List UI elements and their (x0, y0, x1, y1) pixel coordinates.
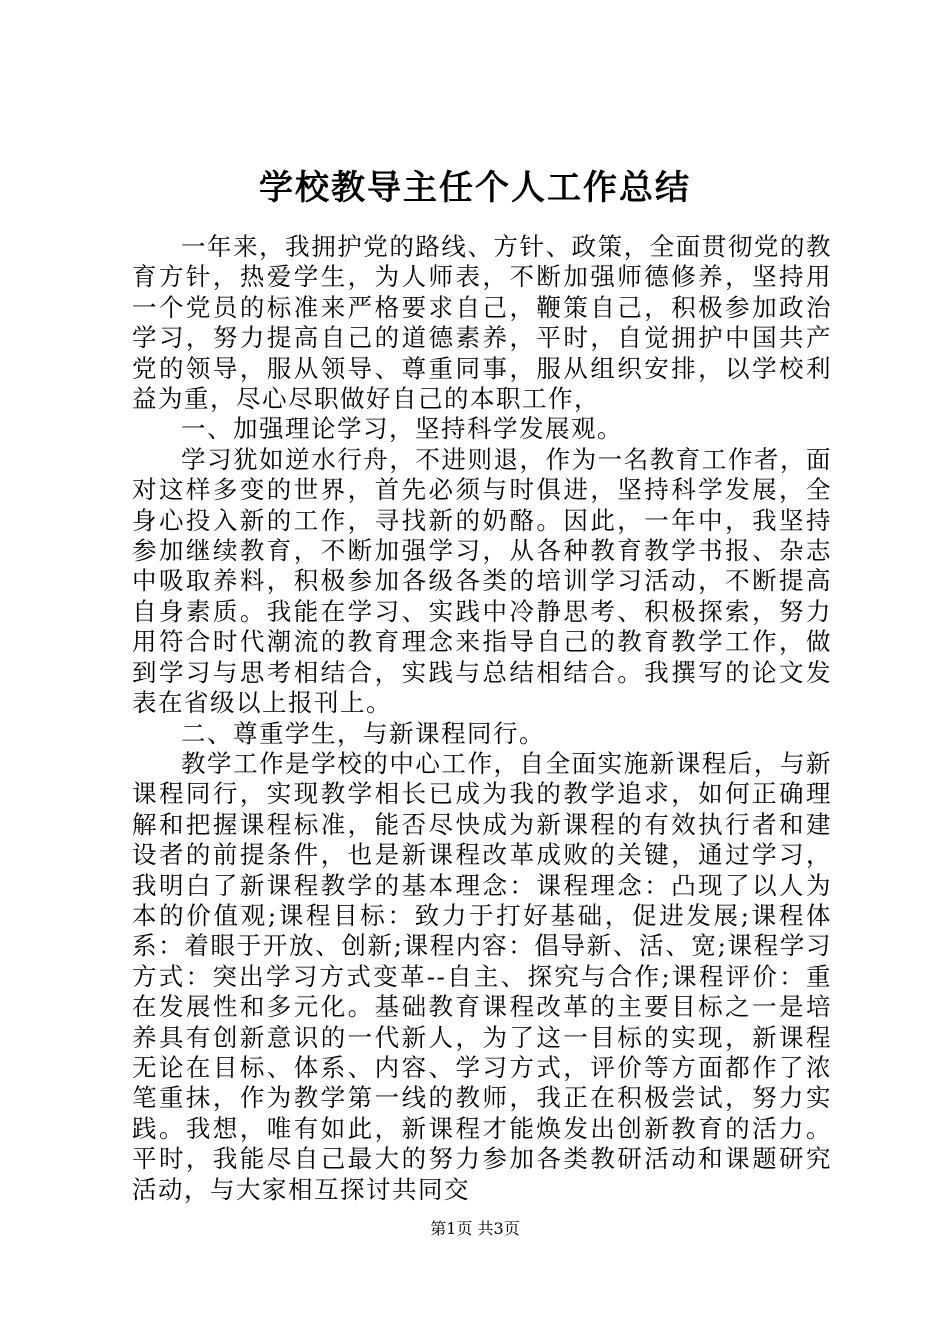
paragraph-section-1: 学习犹如逆水行舟，不进则退，作为一名教育工作者，面对这样多变的世界，首先必须与时俱进，坚持科学发展，全身心投入新的工作，寻找新的奶酪。因此，一年中，我坚持参加继续教育，不断加强学习，从各种教育教学书报、杂志中吸取养料，积极参加各级各类的培训学习活动，不断提高自身素质。我能在学习、实践中冷静思考、积极探索，努力用符合时代潮流的教育理念来指导自己的教育教学工作，做到学习与思考相结合，实践与总结相结合。我撰写的论文发表在省级以上报刊上。 (132, 444, 832, 718)
section-heading-2: 二、尊重学生，与新课程同行。 (181, 718, 545, 748)
page-footer: 第1页 共3页 (430, 1219, 520, 1238)
section-heading-1: 一、加强理论学习，坚持科学发展观。 (181, 414, 623, 444)
paragraph-intro: 一年来，我拥护党的路线、方针、政策，全面贯彻党的教育方针，热爱学生，为人师表，不断加强师德修养，坚持用一个党员的标准来严格要求自己，鞭策自己，积极参加政治学习，努力提高自己的道德素养，平时，自觉拥护中国共产党的领导，服从领导、尊重同事，服从组织安排，以学校利益为重，尽心尽职做好自己的本职工作， (132, 232, 832, 414)
paragraph-section-2: 教学工作是学校的中心工作，自全面实施新课程后，与新课程同行，实现教学相长已成为我的教学追求，如何正确理解和把握课程标准，能否尽快成为新课程的有效执行者和建设者的前提条件，也是新课程改革成败的关键，通过学习，我明白了新课程教学的基本理念：课程理念：凸现了以人为本的价值观;课程目标：致力于打好基础，促进发展;课程体系：着眼于开放、创新;课程内容：倡导新、活、宽;课程学习方式：突出学习方式变革--自主、探究与合作;课程评价：重在发展性和多元化。基础教育课程改革的主要目标之一是培养具有创新意识的一代新人，为了这一目标的实现，新课程无论在目标、体系、内容、学习方式，评价等方面都作了浓笔重抹，作为教学第一线的教师，我正在积极尝试，努力实践。我想，唯有如此，新课程才能焕发出创新教育的活力。平时，我能尽自己最大的努力参加各类教研活动和课题研究活动，与大家相互探讨共同交 (132, 748, 832, 1204)
document-body (132, 232, 832, 1205)
document-title: 学校教导主任个人工作总结 (259, 168, 691, 208)
